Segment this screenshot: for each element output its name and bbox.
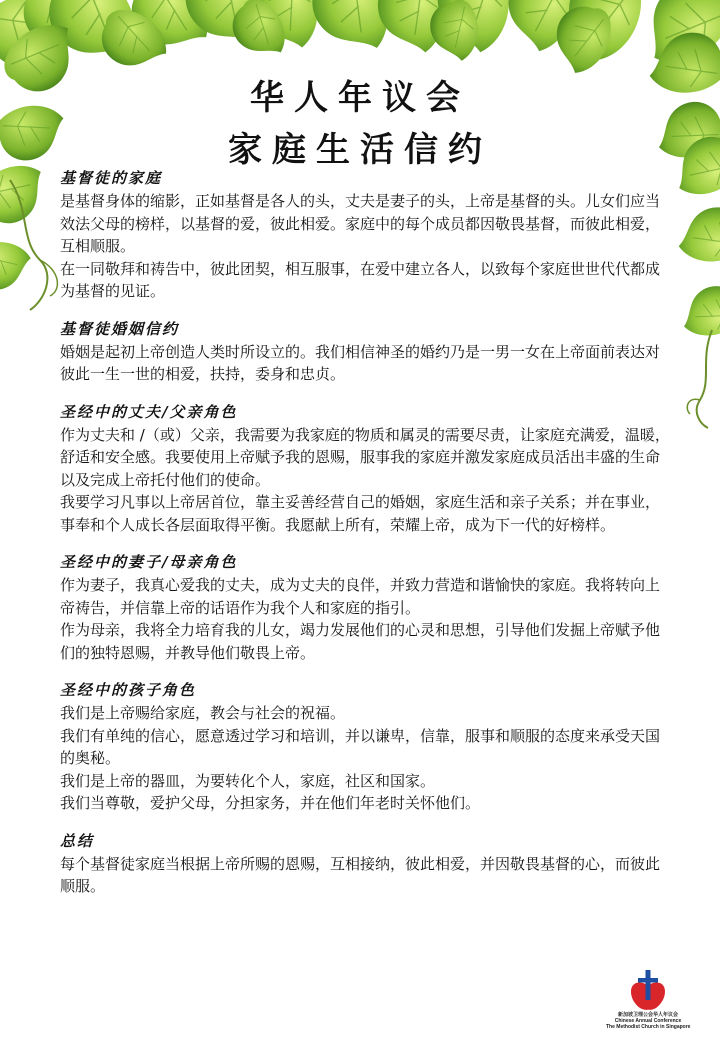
title-block [0, 72, 720, 176]
section-paragraph: 是基督身体的缩影，正如基督是各人的头，丈夫是妻子的头，上帝是基督的头。儿女们应当效法父母的榜样，以基督的爱，彼此相爱。家庭中的每个成员都因敬畏基督，而彼此相爱，互相顺服。 [60, 192, 661, 255]
section-conclusion [60, 829, 670, 898]
logo-chinese-name: 新加坡卫理公会华人年议会 [617, 1012, 678, 1018]
section-husband-father-role [60, 400, 670, 537]
section-paragraph: 我们有单纯的信心，愿意透过学习和培训，并以谦卑，信靠，服事和顺服的态度来承受天国的奥秘。 [60, 726, 661, 767]
section-paragraph: 我要学习凡事以上帝居首位，靠主妥善经营自己的婚姻，家庭生活和亲子关系；并在事业，事奉和个人成长各层面取得平衡。我愿献上所有，荣耀上帝，成为下一代的好榜样。 [60, 493, 661, 534]
section-children-role [60, 678, 670, 815]
covenant-content [60, 166, 670, 912]
section-paragraph: 婚姻是起初上帝创造人类时所设立的。我们相信神圣的婚约乃是一男一女在上帝面前表达对彼此一生一世的相爱，扶持，委身和忠贞。 [60, 342, 661, 383]
section-paragraph: 作为母亲，我将全力培育我的儿女，竭力发展他们的心灵和思想，引导他们发掘上帝赋予他们的独特恩赐，并教导他们敬畏上帝。 [60, 621, 661, 662]
section-paragraph: 作为妻子，我真心爱我的丈夫，成为丈夫的良伴，并致力营造和谐愉快的家庭。我将转向上帝祷告，并信靠上帝的话语作为我个人和家庭的指引。 [60, 576, 661, 617]
section-heading: 总结 [60, 831, 95, 850]
page-title: 华人年议会 [250, 78, 470, 118]
section-marriage-covenant [60, 317, 670, 386]
section-heading: 圣经中的妻子/母亲角色 [60, 553, 238, 571]
section-christian-family [60, 166, 670, 303]
logo-english-name: Chinese Annual Conference [614, 1018, 682, 1024]
logo-church-name: The Methodist Church in Singapore [606, 1024, 691, 1030]
section-paragraph: 在一同敬拜和祷告中，彼此团契，相互服事，在爱中建立各人，以致每个家庭世世代代都成为基督的见证。 [60, 259, 661, 300]
section-paragraph: 每个基督徒家庭当根据上帝所赐的恩赐，互相接纳，彼此相爱，并因敬畏基督的心，而彼此顺服。 [60, 854, 661, 895]
section-heading: 基督徒婚姻信约 [60, 319, 180, 338]
church-logo [606, 964, 690, 1030]
section-paragraph: 我们当尊敬，爱护父母，分担家务，并在他们年老时关怀他们。 [60, 794, 481, 812]
section-paragraph: 作为丈夫和 /（或）父亲，我需要为我家庭的物质和属灵的需要尽责，让家庭充满爱，温暖，舒适和安全感。我要使用上帝赋予我的恩赐，服事我的家庭并激发家庭成员活出丰盛的生命以及完成上帝托付他们的使命。 [60, 425, 670, 489]
section-paragraph: 我们是上帝的器皿，为要转化个人，家庭，社区和国家。 [60, 771, 436, 790]
section-paragraph: 我们是上帝赐给家庭，教会与社会的祝福。 [60, 704, 346, 722]
section-wife-mother-role [60, 550, 670, 664]
section-heading: 圣经中的孩子角色 [60, 681, 197, 699]
section-heading: 基督徒的家庭 [60, 169, 163, 187]
page-subtitle: 家庭生活信约 [228, 130, 492, 170]
section-heading: 圣经中的丈夫/父亲角色 [60, 402, 238, 421]
